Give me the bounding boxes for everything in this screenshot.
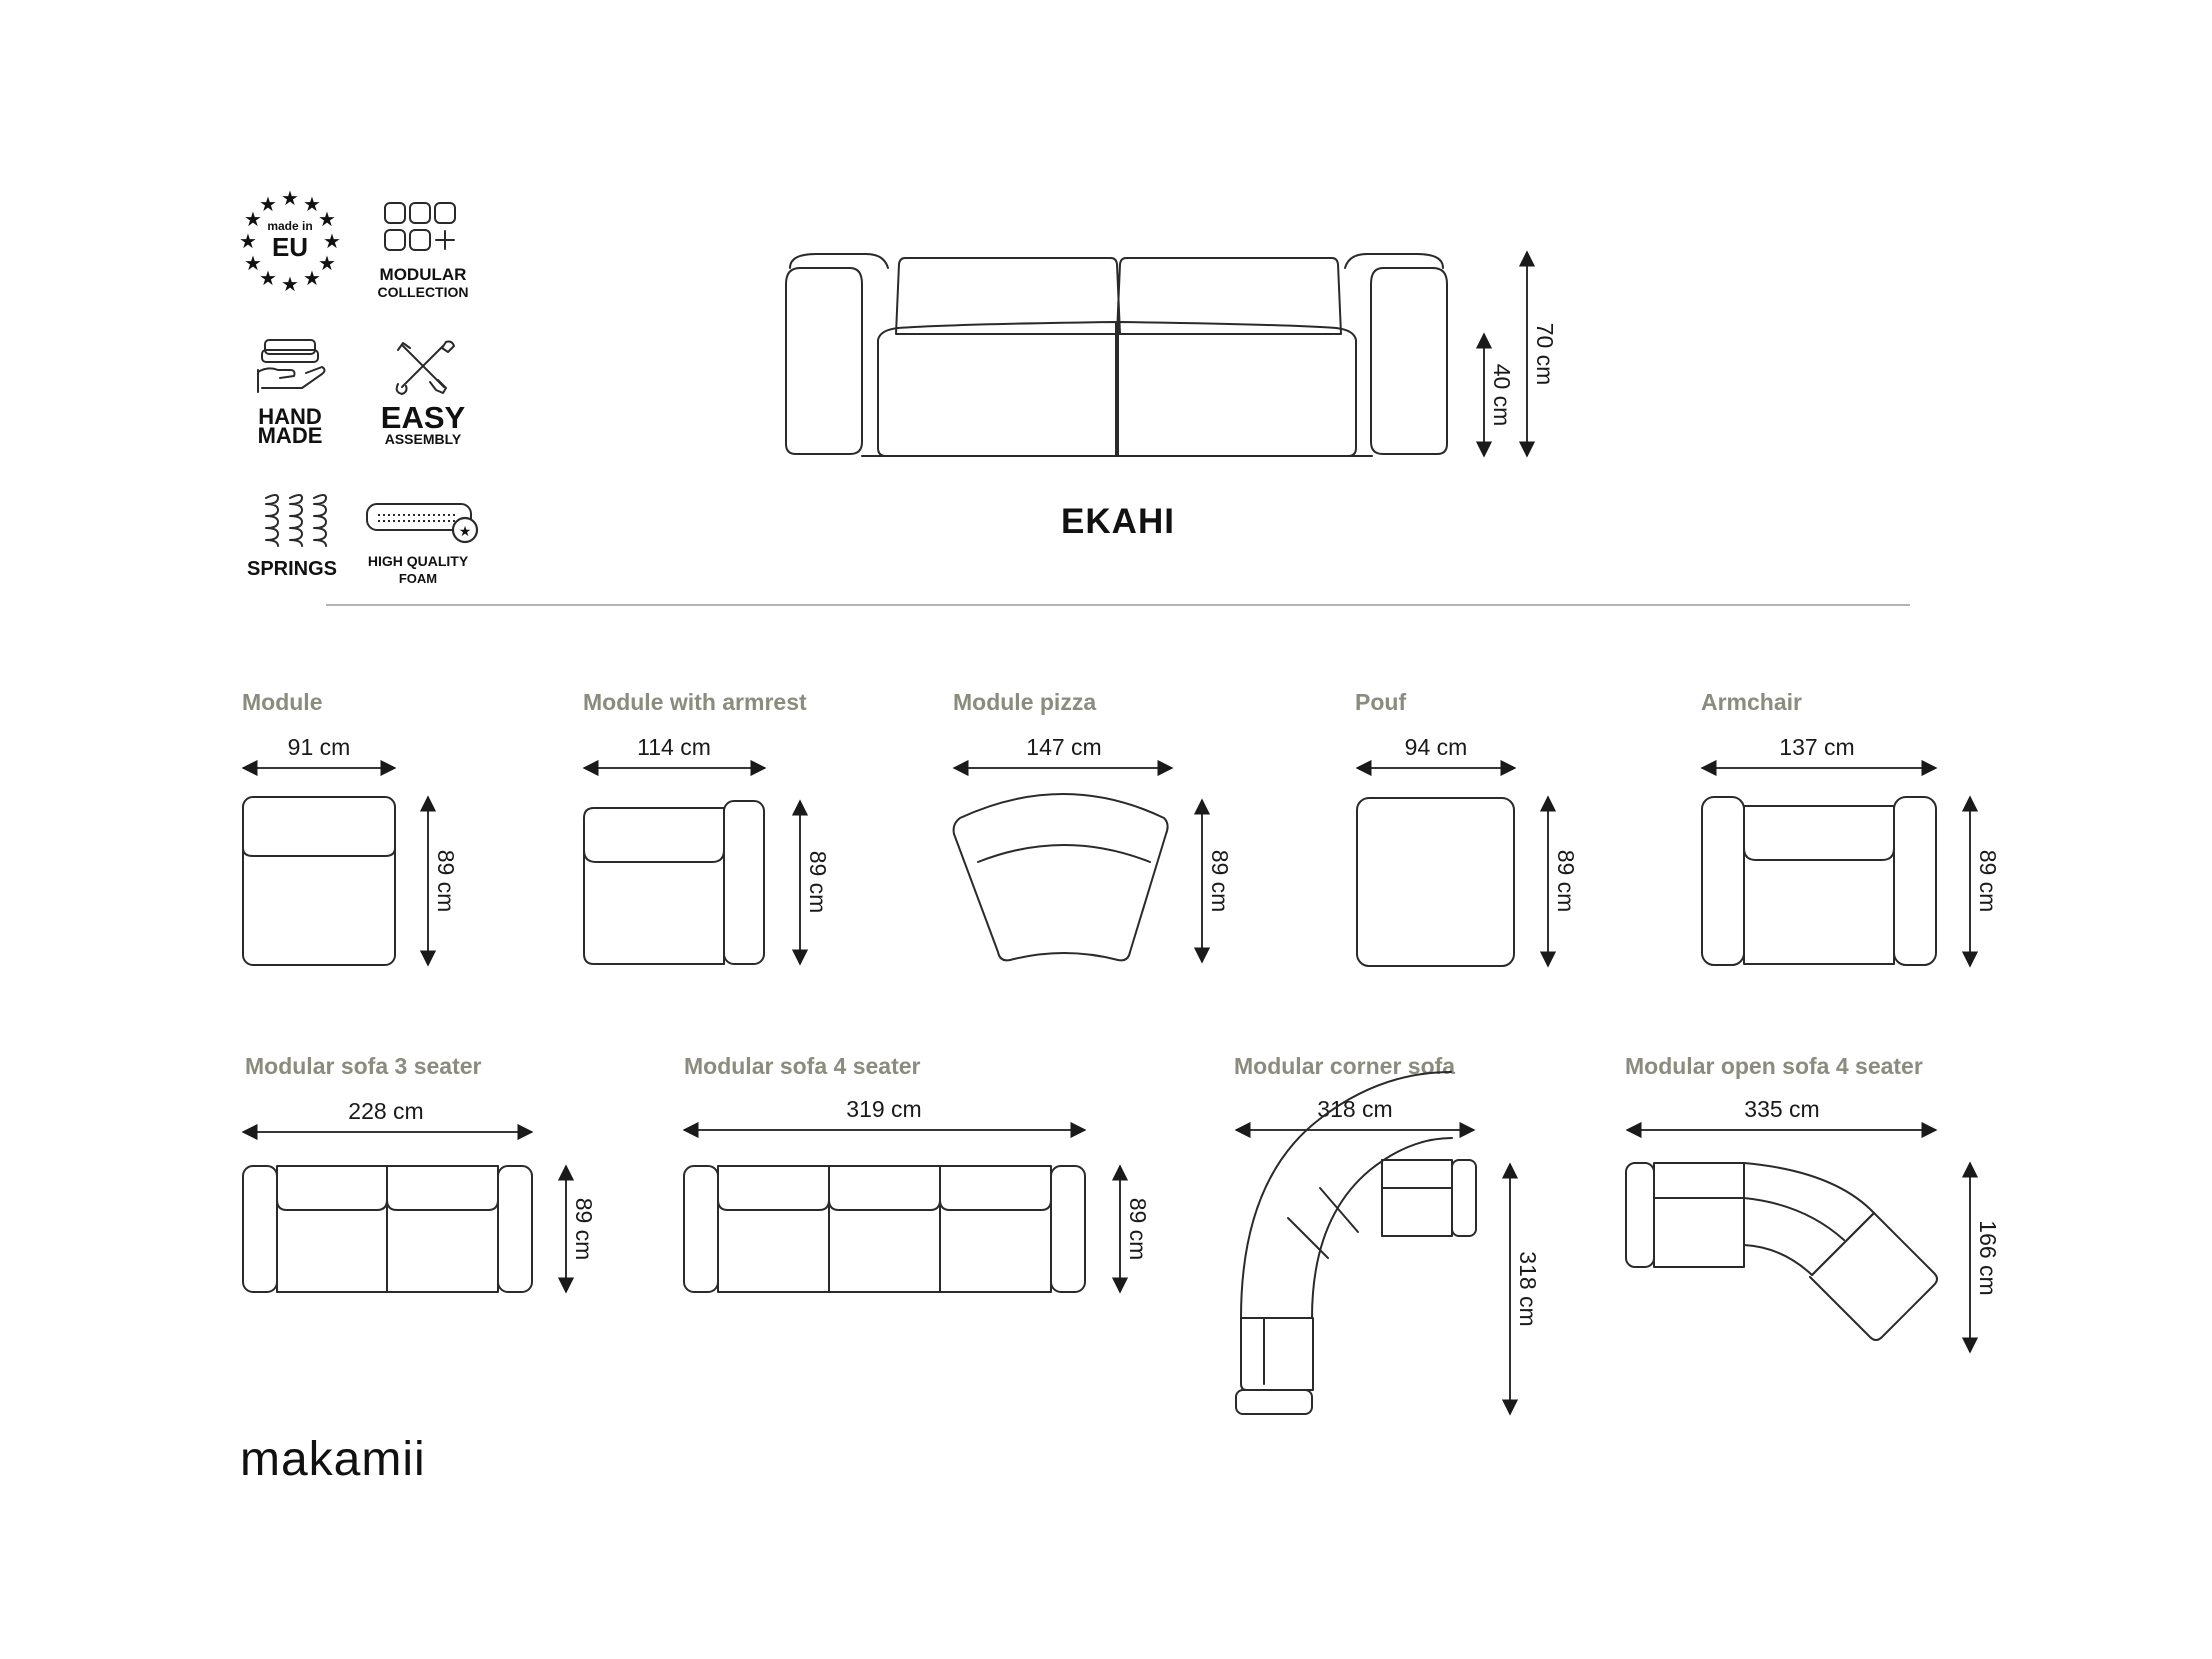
module-card [242,689,459,965]
svg-text:★: ★ [239,229,257,253]
modular-label-1: MODULAR [379,265,467,284]
eu-small-label: made in [267,219,313,233]
open-sofa-depth-label: 166 cm [1975,1220,2001,1296]
springs-label: SPRINGS [246,558,338,580]
module-with-armrest-card [583,689,831,964]
svg-text:★: ★ [244,251,262,275]
svg-text:★: ★ [323,229,341,253]
pouf-width-label: 94 cm [1404,734,1468,760]
easy-label-2: ASSEMBLY [384,431,462,447]
sofa-3-width-label: 228 cm [348,1098,424,1124]
module-pizza-width-label: 147 cm [1026,734,1102,760]
open-sofa-title: Modular open sofa 4 seater [1625,1053,1923,1079]
corner-sofa-card [1234,1053,1541,1414]
svg-text:★: ★ [281,272,299,296]
corner-sofa-drawing [1236,1072,1476,1414]
module-pizza-drawing [954,794,1168,960]
made-in-eu-badge [239,186,341,296]
sofa-4-depth-label: 89 cm [1125,1197,1151,1261]
foam-label-1: HIGH QUALITY [367,553,469,569]
svg-text:★: ★ [318,251,336,275]
brand-logo: makamii [240,1433,426,1486]
svg-text:★: ★ [281,186,299,210]
module-pizza-card [953,689,1233,962]
open-sofa-drawing [1626,1163,1937,1340]
module-armrest-depth-label: 89 cm [805,850,831,914]
foam-label-2: FOAM [398,571,438,586]
module-width-label: 91 cm [287,734,351,760]
svg-text:★: ★ [458,524,472,540]
svg-text:★: ★ [303,266,321,290]
module-drawing [243,797,395,965]
module-pizza-depth-label: 89 cm [1207,849,1233,913]
hand-label-2: MADE [257,423,323,448]
module-title: Module [242,689,323,715]
corner-sofa-depth-label: 318 cm [1515,1251,1541,1327]
hero-total-height-dimension [1527,252,1558,456]
hand-made-badge [258,340,325,448]
modular-label-2: COLLECTION [377,284,469,300]
sofa-4-title: Modular sofa 4 seater [684,1053,921,1079]
hero-seat-height-dimension [1484,334,1515,456]
armchair-width-label: 137 cm [1779,734,1855,760]
sofa-3-seater-card [243,1053,597,1292]
foam-icon [367,504,477,542]
pouf-depth-label: 89 cm [1553,849,1579,913]
pouf-card [1355,689,1579,966]
module-armrest-width-label: 114 cm [637,734,711,760]
module-armrest-title: Module with armrest [583,689,807,715]
sofa-4-width-label: 319 cm [846,1096,922,1122]
modular-grid-icon [385,203,455,250]
svg-text:★: ★ [259,266,277,290]
armchair-drawing [1702,797,1936,965]
corner-sofa-width-label: 318 cm [1317,1096,1393,1122]
hero-sofa-front-view [786,254,1447,456]
open-sofa-4-seater-card [1625,1053,2001,1352]
seat-height-label: 40 cm [1489,363,1515,427]
module-depth-label: 89 cm [433,849,459,913]
armchair-depth-label: 89 cm [1975,849,2001,913]
svg-text:★: ★ [259,192,277,216]
product-name: EKAHI [1061,502,1175,541]
eu-big-label: EU [271,232,309,262]
easy-label-1: EASY [380,400,466,435]
sofa-3-depth-label: 89 cm [571,1197,597,1261]
pouf-title: Pouf [1355,689,1407,715]
easy-assembly-badge [381,342,466,448]
hand-sofa-icon [258,340,325,392]
tools-icon [397,342,454,395]
armchair-card [1701,689,2001,966]
springs-icon [266,495,326,546]
open-sofa-width-label: 335 cm [1744,1096,1820,1122]
sofa-3-drawing [243,1166,532,1292]
pouf-drawing [1357,798,1514,966]
sofa-4-drawing [684,1166,1085,1292]
springs-badge [247,495,337,580]
svg-text:★: ★ [244,207,262,231]
module-pizza-title: Module pizza [953,689,1097,715]
hand-label-1: HAND [258,404,322,429]
high-quality-foam-badge [367,504,477,586]
svg-text:★: ★ [318,207,336,231]
armchair-title: Armchair [1701,689,1802,715]
module-armrest-drawing [584,801,764,964]
sofa-3-title: Modular sofa 3 seater [245,1053,482,1079]
modular-collection-badge [378,203,469,300]
sofa-4-seater-card [684,1053,1151,1292]
svg-text:★: ★ [303,192,321,216]
total-height-label: 70 cm [1532,322,1558,386]
corner-sofa-title: Modular corner sofa [1234,1053,1456,1079]
